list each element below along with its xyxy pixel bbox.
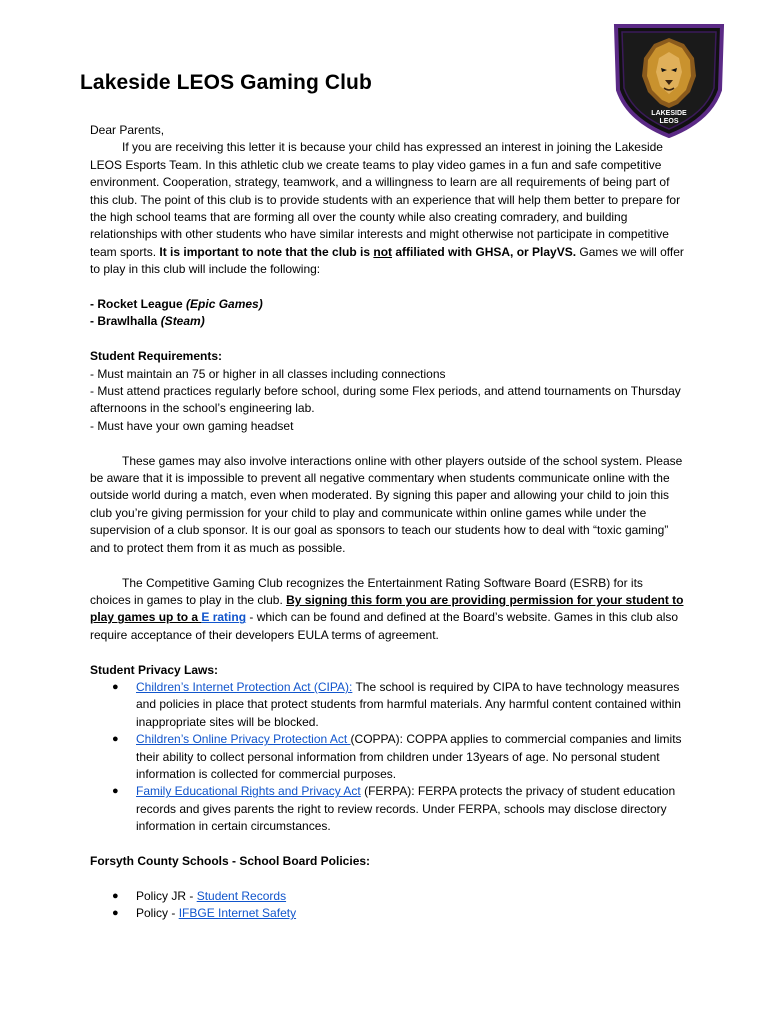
logo-text-line2: LEOS: [659, 118, 679, 125]
policies-list: [90, 888, 685, 923]
greeting: Dear Parents,: [90, 123, 165, 137]
intro-paragraph: If you are receiving this letter it is because your child has expressed an interest in joining the Lakeside LEOS Esports Team. In this athletic club we create teams to play video games in a fun and safe competitive environment. Cooperation, strategy, teamwork, and a willingness to learn are all requirements of being part of this club. The point of this club is to provide students with an experience that will help them better to prepare for the high school teams that are forming all over the county while also creating comradery, and building relationships with other students who have similar interests and might otherwise not participate in competitive team sports. It is important to note that the club is not affiliated with GHSA, or PlayVS. Games we will offer to play in this club will include the following:: [90, 140, 684, 277]
privacy-item-cipa: ● Children’s Internet Protection Act (CIPA): The school is required by CIPA to have technology measures and policies in place that protect students from harmful materials. Any harmful content contained within inappropriate sites will be blocked.: [112, 679, 681, 729]
privacy-item-ferpa: ● Family Educational Rights and Privacy Act (FERPA): FERPA protects the privacy of student education records and gives parents the right to review records. Under FERPA, schools may disclose directory information in certain circumstances.: [112, 784, 676, 834]
online-interaction-paragraph: These games may also involve interactions online with other players outside of the school system. Please be aware that it is impossible to prevent all negative commentary when students communicate online with the outside world during a match, even when moderated. By signing this paper and allowing your child to join this club you’re giving permission for your child to play and communicate within online games while under the supervision of a club sponsor. It is our goal as sponsors to teach our students how to deal with “toxic gaming” and to protect them from it as much as possible.: [90, 453, 683, 555]
game-item-rocket-league: - Rocket League (Epic Games): [90, 297, 263, 312]
bullet-icon: ●: [112, 733, 119, 746]
student-records-link[interactable]: Student Records: [196, 888, 287, 903]
bullet-icon: ●: [112, 680, 119, 693]
bullet-icon: ●: [112, 907, 119, 920]
privacy-item-coppa: ● Children’s Online Privacy Protection Act (COPPA): COPPA applies to commercial companies and limits their ability to collect personal information from children under 13years of age. No personal student information is collected for commercial purposes.: [112, 732, 682, 781]
requirement-item: - Must maintain an 75 or higher in all classes including connections: [90, 366, 446, 381]
lakeside-leos-logo: [612, 20, 726, 138]
esrb-paragraph: The Competitive Gaming Club recognizes the Entertainment Rating Software Board (ESRB) for its choices in games to play in the club. By signing this form you are providing permission for your student to play games up to a E rating - which can be found and defined at the Board’s website. Games in this club also require acceptance of their developers EULA terms of agreement.: [90, 575, 684, 642]
privacy-list: [90, 679, 685, 836]
internet-safety-link[interactable]: IFBGE Internet Safety: [178, 906, 297, 921]
cipa-link[interactable]: Children’s Internet Protection Act (CIPA):: [136, 679, 353, 694]
logo-text-line1: LAKESIDE: [651, 110, 687, 117]
bullet-icon: ●: [112, 785, 119, 798]
coppa-link[interactable]: Children’s Online Privacy Protection Act: [136, 732, 351, 747]
requirement-item: - Must have your own gaming headset: [90, 418, 294, 433]
privacy-heading: Student Privacy Laws:: [90, 662, 219, 677]
policies-heading: Forsyth County Schools - School Board Policies:: [90, 853, 371, 868]
requirements-heading: Student Requirements:: [90, 349, 223, 364]
game-item-brawlhalla: - Brawlhalla (Steam): [90, 314, 205, 329]
ferpa-link[interactable]: Family Educational Rights and Privacy Act: [136, 784, 361, 799]
letter-body: [90, 122, 685, 923]
policy-item-ifbge: ● Policy - IFBGE Internet Safety: [90, 905, 685, 922]
policy-item-jr: ● Policy JR - Student Records: [90, 888, 685, 905]
e-rating-link[interactable]: E rating: [201, 610, 247, 625]
page-title: Lakeside LEOS Gaming Club: [80, 71, 372, 94]
bullet-icon: ●: [112, 889, 119, 902]
requirement-item: - Must attend practices regularly before school, during some Flex periods, and attend tournaments on Thursday afternoons in the school’s engineering lab.: [90, 384, 681, 416]
